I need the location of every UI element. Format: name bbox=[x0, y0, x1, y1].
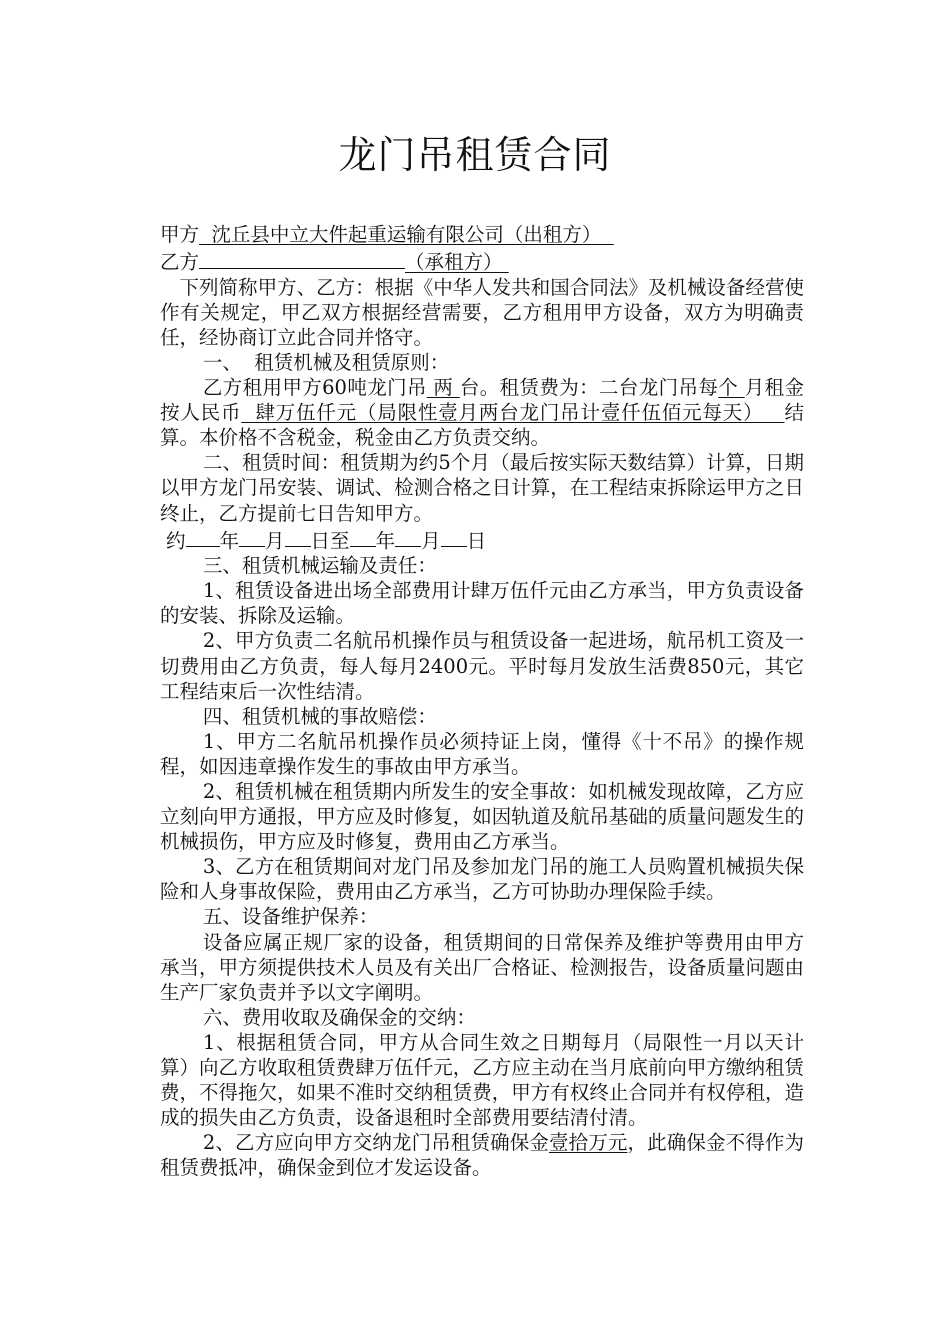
section-5-paragraph: 设备应属正规厂家的设备，租赁期间的日常保养及维护等费用由甲方承当，甲方须提供技术人员及有关出厂合格证、检测报告，设备质量问题由生产厂家负责并予以文字阐明。 bbox=[160, 930, 804, 1004]
intro-paragraph: 下列简称甲方、乙方：根据《中华人发共和国合同法》及机械设备经营使作有关规定，甲乙双方根据经营需要，乙方租用甲方设备，双方为明确责任，经协商订立此合同并恪守。 bbox=[160, 275, 804, 349]
section-1-paragraph: 乙方租用甲方60吨龙门吊 两 台。租赁费为：二台龙门吊每个 月租金按人民币 肆万伍仟元（局限性壹月两台龙门吊计壹仟伍佰元每天） 结算。本价格不含税金，税金由乙方负责交纳。 bbox=[160, 376, 804, 450]
section-6-item-2: 2、乙方应向甲方交纳龙门吊租赁确保金壹拾万元，此确保金不得作为租赁费抵冲，确保金到位才发运设备。 bbox=[160, 1131, 804, 1180]
section-4-item-3: 3、乙方在租赁期间对龙门吊及参加龙门吊的施工人员购置机械损失保险和人身事故保险，费用由乙方承当，乙方可协助办理保险手续。 bbox=[160, 855, 804, 904]
section-6-item-1: 1、根据租赁合同，甲方从合同生效之日期每月（局限性一月以天计算）向乙方收取租赁费肆万伍仟元，乙方应主动在当月底前向甲方缴纳租赁费，不得拖欠，如果不准时交纳租赁费，甲方有权终止合同并有权停租，造成的损失由乙方负责，设备退租时全部费用要结清付清。 bbox=[160, 1030, 804, 1130]
party-b-value: （承租方） bbox=[405, 250, 503, 274]
page-title: 龙门吊租赁合同 bbox=[338, 133, 612, 177]
party-a-value: 沈丘县中立大件起重运输有限公司（出租方） bbox=[199, 223, 602, 246]
party-b-blank bbox=[199, 247, 405, 268]
deposit-amount: 壹拾万元 bbox=[549, 1131, 628, 1155]
rent-unit: 个 bbox=[718, 376, 745, 400]
section-1-heading: 一、 租赁机械及租赁原则： bbox=[202, 350, 450, 374]
section-2-paragraph: 二、租赁时间：租赁期为约5个月（最后按实际天数结算）计算，日期以甲方龙门吊安装、调试、检测合格之日计算，在工程结束拆除运甲方之日终止，乙方提前七日告知甲方。 bbox=[160, 451, 804, 525]
contract-body bbox=[160, 222, 804, 1181]
section-4-heading: 四、租赁机械的事故赔偿： bbox=[202, 704, 437, 728]
section-3-item-2: 2、甲方负责二名航吊机操作员与租赁设备一起进场，航吊机工资及一切费用由乙方负责，每人每月2400元。平时每月发放生活费850元，其它工程结束后一次性结清。 bbox=[160, 629, 804, 703]
section-4-item-2: 2、租赁机械在租赁期内所发生的安全事故：如机械发现故障，乙方应立刻向甲方通报，甲方应及时修复，如因轨道及航吊基础的质量问题发生的机械损伤，甲方应及时修复，费用由乙方承当。 bbox=[160, 780, 804, 854]
date-line: 约 年 月 日至 年 月 日 bbox=[160, 526, 804, 554]
party-b-line bbox=[160, 247, 804, 275]
section-3-heading: 三、租赁机械运输及责任： bbox=[202, 554, 437, 578]
section-5-heading: 五、设备维护保养： bbox=[202, 905, 379, 929]
party-b-label: 乙方 bbox=[160, 250, 200, 274]
party-a-label: 甲方 bbox=[160, 223, 200, 246]
crane-quantity: 两 bbox=[426, 376, 460, 400]
section-4-item-1: 1、甲方二名航吊机操作员必须持证上岗，懂得《十不吊》的操作规程，如因违章操作发生的事故由甲方承当。 bbox=[160, 729, 804, 778]
party-a-line bbox=[160, 222, 804, 247]
rent-amount: 肆万伍仟元（局限性壹月两台龙门吊计壹仟伍佰元每天） bbox=[241, 401, 764, 425]
section-3-item-1: 1、租赁设备进出场全部费用计肆万伍仟元由乙方承当，甲方负责设备的安装、拆除及运输。 bbox=[160, 579, 804, 628]
section-6-heading: 六、费用收取及确保金的交纳： bbox=[202, 1005, 476, 1029]
